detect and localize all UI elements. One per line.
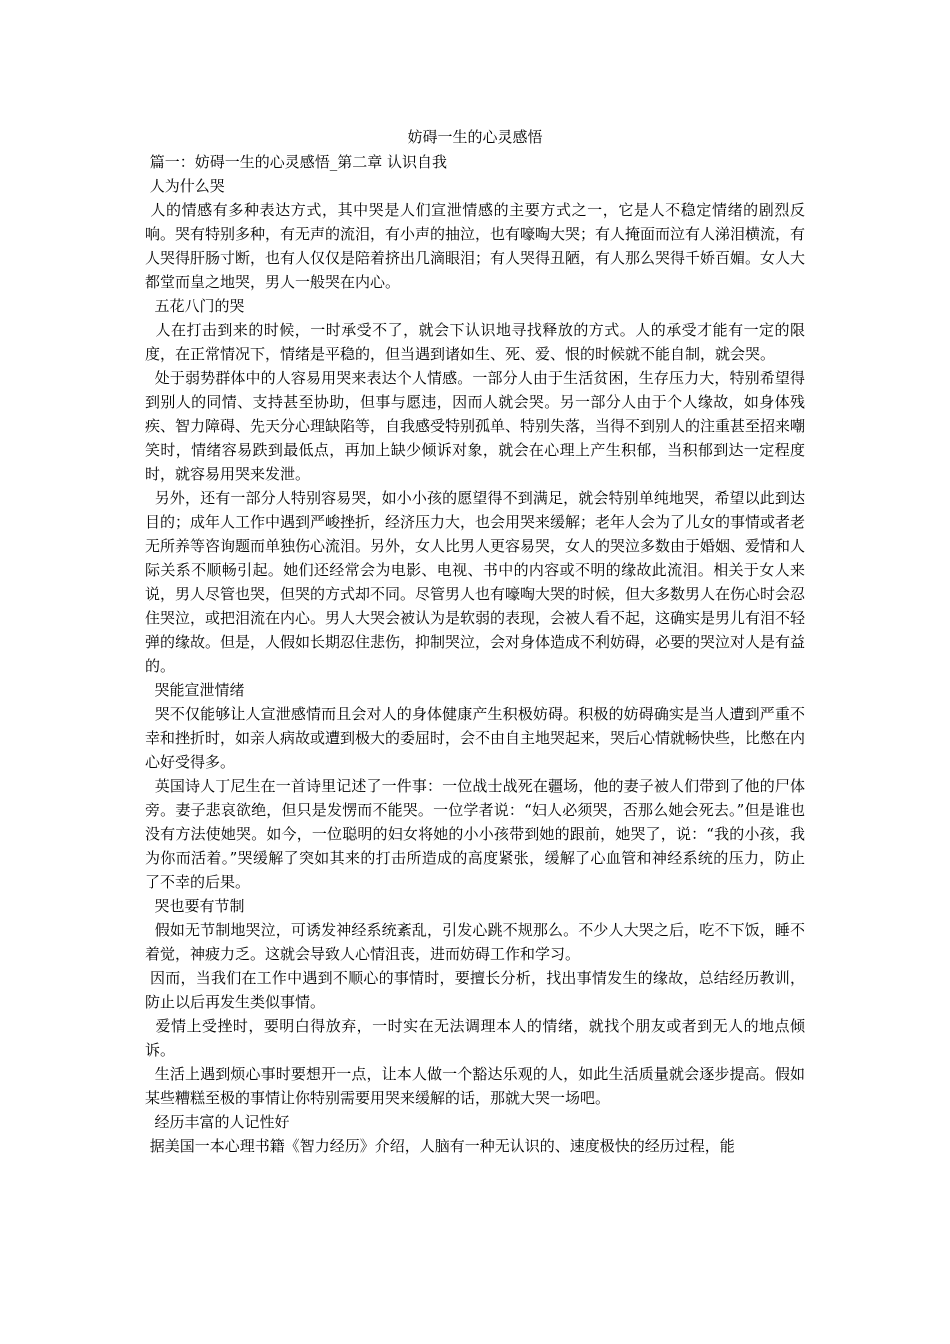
paragraph: 另外，还有一部分人特别容易哭，如小小孩的愿望得不到满足，就会特别单纯地哭，希望以此到达目的；成年人工作中遇到严峻挫折，经济压力大，也会用哭来缓解；老年人会为了儿女的事情或者老无所养等咨询题而单独伤心流泪。另外，女人比男人更容易哭，女人的哭泣多数由于婚姻、爱情和人际关系不顺畅引起。她们还经常会为电影、电视、书中的内容或不明的缘故此流泪。相关于女人来说，男人尽管也哭，但哭的方式却不同。尽管男人也有嚎啕大哭的时候，但大多数男人在伤心时会忍住哭泣，或把泪流在内心。男人大哭会被认为是软弱的表现，会被人看不起，这确实是男儿有泪不轻弹的缘故。但是，人假如长期忍住悲伤，抑制哭泣，会对身体造成不利妨碍，必要的哭泣对人是有益的。 [145,489,806,675]
section-heading: 哭也要有节制 [145,897,245,915]
document-title: 妨碍一生的心灵感悟 [407,128,543,146]
paragraph: 假如无节制地哭泣，可诱发神经系统紊乱，引发心跳不规那么。不少人大哭之后，吃不下饭，睡不着觉，神疲力乏。这就会导致人心情沮丧，进而妨碍工作和学习。 [145,921,805,963]
paragraph: 处于弱势群体中的人容易用哭来表达个人情感。一部分人由于生活贫困，生存压力大，特别希望得到别人的同情、支持甚至协助，但事与愿违，因而人就会哭。另一部分人由于个人缘故，如身体残疾、智力障碍、先天分心理缺陷等，自我感受特别孤单、特别失落，当得不到别人的注重甚至招来嘲笑时，情绪容易跌到最低点，再加上缺少倾诉对象，就会在心理上产生积郁，当积郁到达一定程度时，就容易用哭来发泄。 [145,369,806,483]
section-heading: 哭能宣泄情绪 [145,681,245,699]
paragraph: 因而，当我们在工作中遇到不顺心的事情时，要擅长分析，找出事情发生的缘故，总结经历教训，防止以后再发生类似事情。 [145,969,805,1011]
section-heading: 五花八门的哭 [145,297,245,315]
section-heading: 经历丰富的人记性好 [145,1113,290,1131]
document-body [145,150,805,1158]
paragraph: 人在打击到来的时候，一时承受不了，就会下认识地寻找释放的方式。人的承受才能有一定的限度，在正常情况下，情绪是平稳的，但当遇到诸如生、死、爱、恨的时候就不能自制，就会哭。 [145,321,805,363]
paragraph: 爱情上受挫时，要明白得放弃，一时实在无法调理本人的情绪，就找个朋友或者到无人的地点倾诉。 [145,1017,805,1059]
section-heading: 人为什么哭 [145,177,225,195]
paragraph: 据美国一本心理书籍《智力经历》介绍，人脑有一种无认识的、速度极快的经历过程，能 [145,1137,735,1155]
section-heading: 篇一：妨碍一生的心灵感悟_第二章 认识自我 [145,153,448,171]
paragraph: 人的情感有多种表达方式，其中哭是人们宣泄情感的主要方式之一，它是人不稳定情绪的剧烈反响。哭有特别多种，有无声的流泪，有小声的抽泣，也有嚎啕大哭；有人掩面而泣有人涕泪横流，有人哭得肝肠寸断，也有人仅仅是陪着挤出几滴眼泪；有人哭得丑陋，有人那么哭得千娇百媚。女人大都堂而皇之地哭，男人一般哭在内心。 [145,201,806,291]
paragraph: 生活上遇到烦心事时要想开一点，让本人做一个豁达乐观的人，如此生活质量就会逐步提高。假如某些糟糕至极的事情让你特别需要用哭来缓解的话，那就大哭一场吧。 [145,1065,805,1107]
paragraph: 英国诗人丁尼生在一首诗里记述了一件事：一位战士战死在疆场，他的妻子被人们带到了他的尸体旁。妻子悲哀欲绝，但只是发愣而不能哭。一位学者说：“妇人必须哭，否那么她会死去。”但是谁也没有方法使她哭。如今，一位聪明的妇女将她的小小孩带到她的跟前，她哭了，说：“我的小孩，我为你而活着。”哭缓解了突如其来的打击所造成的高度紧张，缓解了心血管和神经系统的压力，防止了不幸的后果。 [145,777,805,891]
paragraph: 哭不仅能够让人宣泄感情而且会对人的身体健康产生积极妨碍。积极的妨碍确实是当人遭到严重不幸和挫折时，如亲人病故或遭到极大的委屈时，会不由自主地哭起来，哭后心情就畅快些，比憋在内心好受得多。 [145,705,806,771]
